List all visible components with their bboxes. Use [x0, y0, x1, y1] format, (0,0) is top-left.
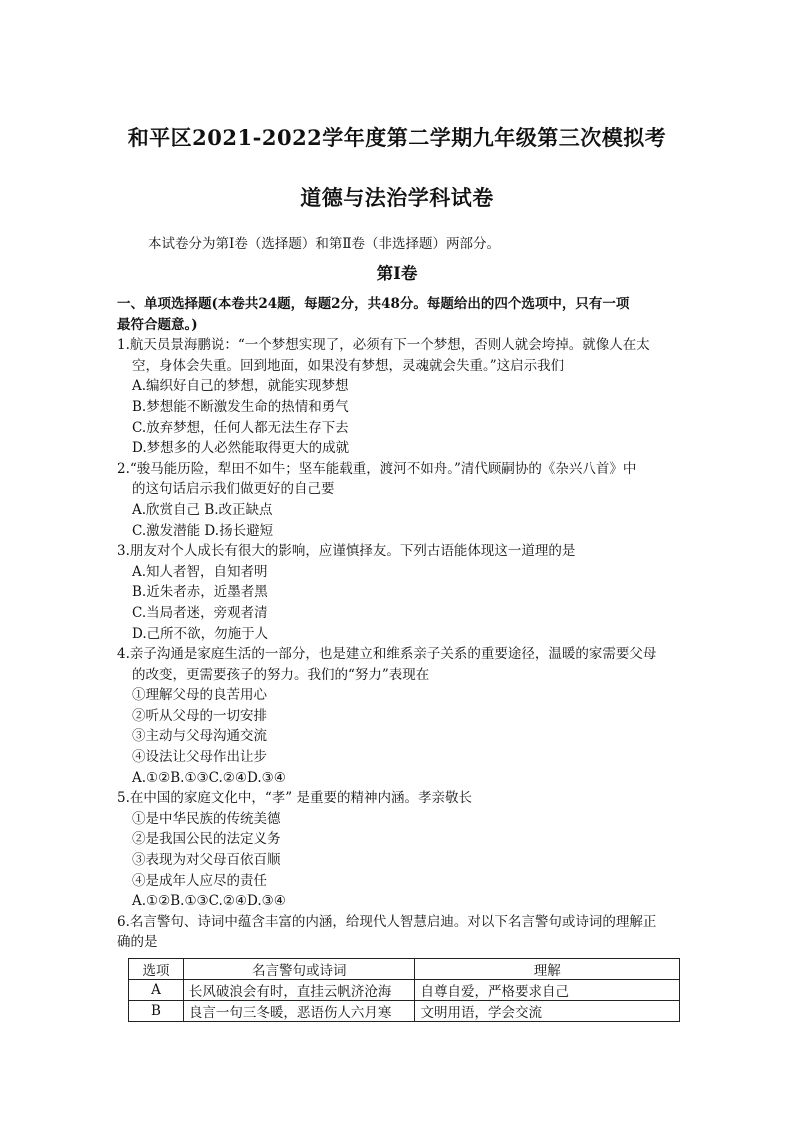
q1-option-a: A.编织好自己的梦想，就能实现梦想: [132, 378, 349, 395]
q5-item-4: ④是成年人应尽的责任: [132, 872, 267, 889]
q5-options: A.①②B.①③C.②④D.③④: [132, 893, 286, 910]
section-heading-line1: 一、单项选择题(本卷共24题，每题2分，共48分。每题给出的四个选项中，只有一项: [117, 296, 630, 312]
q1-option-d: D.梦想多的人必然能取得更大的成就: [132, 440, 350, 457]
q5-item-2: ②是我国公民的法定义务: [132, 831, 281, 848]
q4-options: A.①②B.①③C.②④D.③④: [132, 769, 286, 786]
q1-option-b: B.梦想能不断激发生命的热情和勇气: [132, 398, 349, 415]
q2-stem-line2: 的这句话启示我们做更好的自己要: [132, 481, 335, 498]
q4-stem-line1: 4.亲子沟通是家庭生活的一部分，也是建立和维系亲子关系的重要途径，温暖的家需要父母: [117, 646, 657, 663]
table-cell-option: B: [129, 1001, 184, 1022]
q2-options-cd: C.激发潜能 D.扬长避短: [132, 522, 274, 539]
table-header-meaning: 理解: [415, 959, 680, 980]
q3-option-a: A.知人者智，自知者明: [132, 563, 268, 580]
q4-stem-line2: 的改变，更需要孩子的努力。我们的“努力”表现在: [132, 666, 430, 683]
q4-item-1: ①理解父母的良苦用心: [132, 687, 267, 704]
table-row: [129, 1001, 680, 1022]
table-cell-quote: 良言一句三冬暖，恶语伤人六月寒: [183, 1001, 415, 1022]
q5-item-3: ③表现为对父母百依百顺: [132, 852, 281, 869]
exam-title: 和平区2021-2022学年度第二学期九年级第三次模拟考: [127, 125, 667, 150]
q3-option-b: B.近朱者赤，近墨者黑: [132, 584, 268, 601]
q6-stem-line2: 确的是: [117, 934, 158, 951]
q6-stem-line1: 6.名言警句、诗词中蕴含丰富的内涵，给现代人智慧启迪。对以下名言警句或诗词的理解正: [117, 913, 657, 930]
question-area: [117, 294, 687, 953]
q1-stem-line1: 1.航天员景海鹏说：“一个梦想实现了，必须有下一个梦想，否则人就会垮掉。就像人在太: [117, 337, 650, 354]
exam-intro: 本试卷分为第Ⅰ卷（选择题）和第Ⅱ卷（非选择题）两部分。: [148, 236, 501, 252]
table-row: [129, 980, 680, 1001]
q6-table: [128, 958, 680, 1022]
volume-heading: 第Ⅰ卷: [376, 264, 418, 283]
table-header-row: [129, 959, 680, 980]
table-cell-option: A: [129, 980, 184, 1001]
section-heading-line2: 最符合题意。): [117, 316, 198, 333]
q2-options-ab: A.欣赏自己 B.改正缺点: [132, 501, 273, 518]
table-cell-meaning: 自尊自爱，严格要求自己: [415, 980, 680, 1001]
q3-option-d: D.己所不欲，勿施于人: [132, 625, 269, 642]
q4-item-3: ③主动与父母沟通交流: [132, 728, 267, 745]
q5-stem: 5.在中国的家庭文化中，“孝” 是重要的精神内涵。孝亲敬长: [117, 790, 472, 807]
table-header-option: 选项: [129, 959, 184, 980]
exam-subtitle: 道德与法治学科试卷: [300, 185, 494, 210]
q4-item-4: ④设法让父母作出让步: [132, 749, 267, 766]
table-cell-quote: 长风破浪会有时，直挂云帆济沧海: [183, 980, 415, 1001]
q2-stem-line1: 2.“骏马能历险，犁田不如牛；坚车能载重，渡河不如舟。”清代顾嗣协的《杂兴八首》中: [117, 460, 637, 477]
q1-option-c: C.放弃梦想，任何人都无法生存下去: [132, 419, 349, 436]
q4-item-2: ②听从父母的一切安排: [132, 707, 267, 724]
q1-stem-line2: 空，身体会失重。回到地面，如果没有梦想，灵魂就会失重。”这启示我们: [132, 357, 565, 374]
table-header-quote: 名言警句或诗词: [183, 959, 415, 980]
q5-item-1: ①是中华民族的传统美德: [132, 810, 281, 827]
table-cell-meaning: 文明用语，学会交流: [415, 1001, 680, 1022]
q3-option-c: C.当局者迷，旁观者清: [132, 604, 268, 621]
q3-stem: 3.朋友对个人成长有很大的影响，应谨慎择友。下列古语能体现这一道理的是: [117, 543, 576, 560]
